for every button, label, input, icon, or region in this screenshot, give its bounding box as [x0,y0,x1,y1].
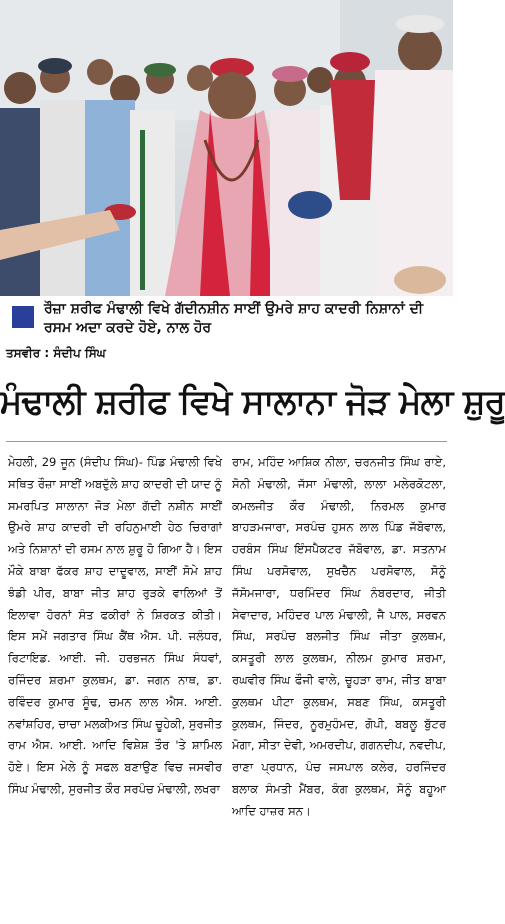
article-column-left: ਮੇਹਲੀ, 29 ਜੂਨ (ਸੰਦੀਪ ਸਿੰਘ)- ਪਿੰਡ ਮੰਢਾਲੀ ਵਿਖੇ ਸਥਿਤ ਰੌਜ਼ਾ ਸਾਈਂ ਅਬਦੁੱਲੇ ਸ਼ਾਹ ਕਾਦਰੀ ਦੀ ਯਾਦ ਨੂੰ ਸਮਰਪਿਤ ਸਾਲਾਨਾ ਜੋੜ ਮੇਲਾ ਗੱਦੀ ਨਸ਼ੀਨ ਸਾਈਂ ਉਮਰੇ ਸ਼ਾਹ ਕਾਦਰੀ ਦੀ ਰਹਿਨੁਮਾਈ ਹੇਠ ਚਿਰਾਗਾਂ ਅਤੇ ਨਿਸ਼ਾਨਾਂ ਦੀ ਰਸਮ ਨਾਲ ਸ਼ੁਰੂ ਹੋ ਗਿਆ ਹੈ। ਇਸ ਮੌਕੇ ਬਾਬਾ ਫੱਕਰ ਸ਼ਾਹ ਦਾਦੂਵਾਲ, ਸਾਈਂ ਸੋਮੇ ਸ਼ਾਹ ਝੰਡੀ ਪੀਰ, ਬਾਬਾ ਜੀਤ ਸ਼ਾਹ ਰੁੜਕੇ ਵਾਲਿਆਂ ਤੋਂ ਇਲਾਵਾ ਹੋਰਨਾਂ ਸੰਤ ਫਕੀਰਾਂ ਨੇ ਸ਼ਿਰਕਤ ਕੀਤੀ। ਇਸ ਸਮੇਂ ਜਗਤਾਰ ਸਿੰਘ ਕੈਂਥ ਐਸ. ਪੀ. ਜਲੰਧਰ, ਰਿਟਾਇਡ. ਆਈ. ਜੀ. ਹਰਭਜਨ ਸਿੰਘ ਸੰਧਵਾਂ, ਰਜਿੰਦਰ ਸ਼ਰਮਾ ਕੁਲਥਮ, ਡਾ. ਜਗਨ ਨਾਥ, ਡਾ. ਰਵਿੰਦਰ ਕੁਮਾਰ ਸੂੰਢ, ਚਮਨ ਲਾਲ ਐਸ. ਆਈ. ਨਵਾਂਸ਼ਹਿਰ, ਚਾਚਾ ਮਲਕੀਅਤ ਸਿੰਘ ਚੂਹੇਕੀ, ਸੁਰਜੀਤ ਰਾਮ ਐਸ. ਆਈ. ਆਦਿ ਵਿਸ਼ੇਸ਼ ਤੌਰ 'ਤੇ ਸ਼ਾਮਿਲ ਹੋਏ। ਇਸ ਮੇਲੇ ਨੂੰ ਸਫਲ ਬਣਾਉਣ ਵਿਚ ਜਸਵੀਰ ਸਿੰਘ ਮੰਢਾਲੀ, ਸੁਰਜੀਤ ਕੌਰ ਸਰਪੰਚ ਮੰਢਾਲੀ, ਲਖਰਾ [8,455,222,796]
caption-text: ਰੌਜ਼ਾ ਸ਼ਰੀਫ ਮੰਢਾਲੀ ਵਿਖੇ ਗੱਦੀਨਸ਼ੀਨ ਸਾਈਂ ਉਮਰੇ ਸ਼ਾਹ ਕਾਦਰੀ ਨਿਸ਼ਾਨਾਂ ਦੀ ਰਸਮ ਅਦਾ ਕਰਦੇ ਹੋਏ, ਨਾਲ ਹੋਰ [44,301,424,336]
divider [6,441,447,442]
photo-caption [0,296,453,340]
photo-credit: ਤਸਵੀਰ : ਸੰਦੀਪ ਸਿੰਘ [6,346,106,360]
article-column-right: ਰਾਮ, ਮਹਿੰਦ ਆਸ਼ਿਕ ਨੀਲਾ, ਚਰਨਜੀਤ ਸਿੰਘ ਰਾਏ, ਸੋਨੀ ਮੰਢਾਲੀ, ਜੱਸਾ ਮੰਢਾਲੀ, ਲਾਲਾ ਮਲੇਰਕੋਟਲਾ, ਕਮਲਜੀਤ ਕੌਰ ਮੰਢਾਲੀ, ਨਿਰਮਲ ਕੁਮਾਰ ਬਾਹੜਮਜਾਰਾ, ਸਰਪੰਚ ਹੁਸਨ ਲਾਲ ਪਿੰਡ ਜੱਬੋਵਾਲ, ਹਰਬੰਸ ਸਿੰਘ ਇੰਸਪੈਕਟਰ ਜੱਬੋਵਾਲ, ਡਾ. ਸਤਨਾਮ ਸਿੰਘ ਪਰਸੋਵਾਲ, ਸੁਖਚੈਨ ਪਰਸੋਵਾਲ, ਸੋਨੂੰ ਜੱਸੋਮਜਾਰਾ, ਧਰਮਿੰਦਰ ਸਿੰਘ ਨੰਬਰਦਾਰ, ਜੀਤੀ ਸੇਵਾਦਾਰ, ਮਹਿੰਦਰ ਪਾਲ ਮੰਢਾਲੀ, ਜੈ ਪਾਲ, ਸਰਵਨ ਸਿੰਘ, ਸਰਪੰਚ ਬਲਜੀਤ ਸਿੰਘ ਜੀਤਾ ਕੁਲਥਮ, ਕਸਤੂਰੀ ਲਾਲ ਕੁਲਥਮ, ਨੀਲਮ ਕੁਮਾਰ ਸ਼ਰਮਾ, ਰਘਵੀਰ ਸਿੰਘ ਫੌਜੀ ਵਾਲੇ, ਚੂਹੜਾ ਰਾਮ, ਜੀਤ ਬਾਬਾ ਕੁਲਥਮ ਪੀਟਾ ਕੁਲਥਮ, ਸਬਣ ਸਿੰਘ, ਕਸਤੂਰੀ ਕੁਲਥਮ, ਜਿੰਦਰ, ਨੂਰਮੁਹੰਮਦ, ਗੋਪੀ, ਬਬਲੂ ਬੁੱਟਰ ਮੋਗਾ, ਸੀਤਾ ਦੇਵੀ, ਅਮਰਦੀਪ, ਗਗਨਦੀਪ, ਨਵਦੀਪ, ਰਾਣਾ ਪ੍ਰਧਾਨ, ਪੰਚ ਜਸਪਾਲ ਕਲੇਰ, ਹਰਜਿੰਦਰ ਬਲਾਕ ਸੰਮਤੀ ਮੈਂਬਰ, ਕੰਗ ਕੁਲਥਮ, ਸੋਨੂੰ ਬਹੂਆ ਆਦਿ ਹਾਜ਼ਰ ਸਨ। [232,455,446,818]
news-photo [0,0,453,296]
photo-illustration [0,0,453,296]
headline: ਮੰਢਾਲੀ ਸ਼ਰੀਫ ਵਿਖੇ ਸਾਲਾਨਾ ਜੋੜ ਮੇਲਾ ਸ਼ੁਰੂ [0,382,505,422]
caption-marker-square [12,306,34,328]
